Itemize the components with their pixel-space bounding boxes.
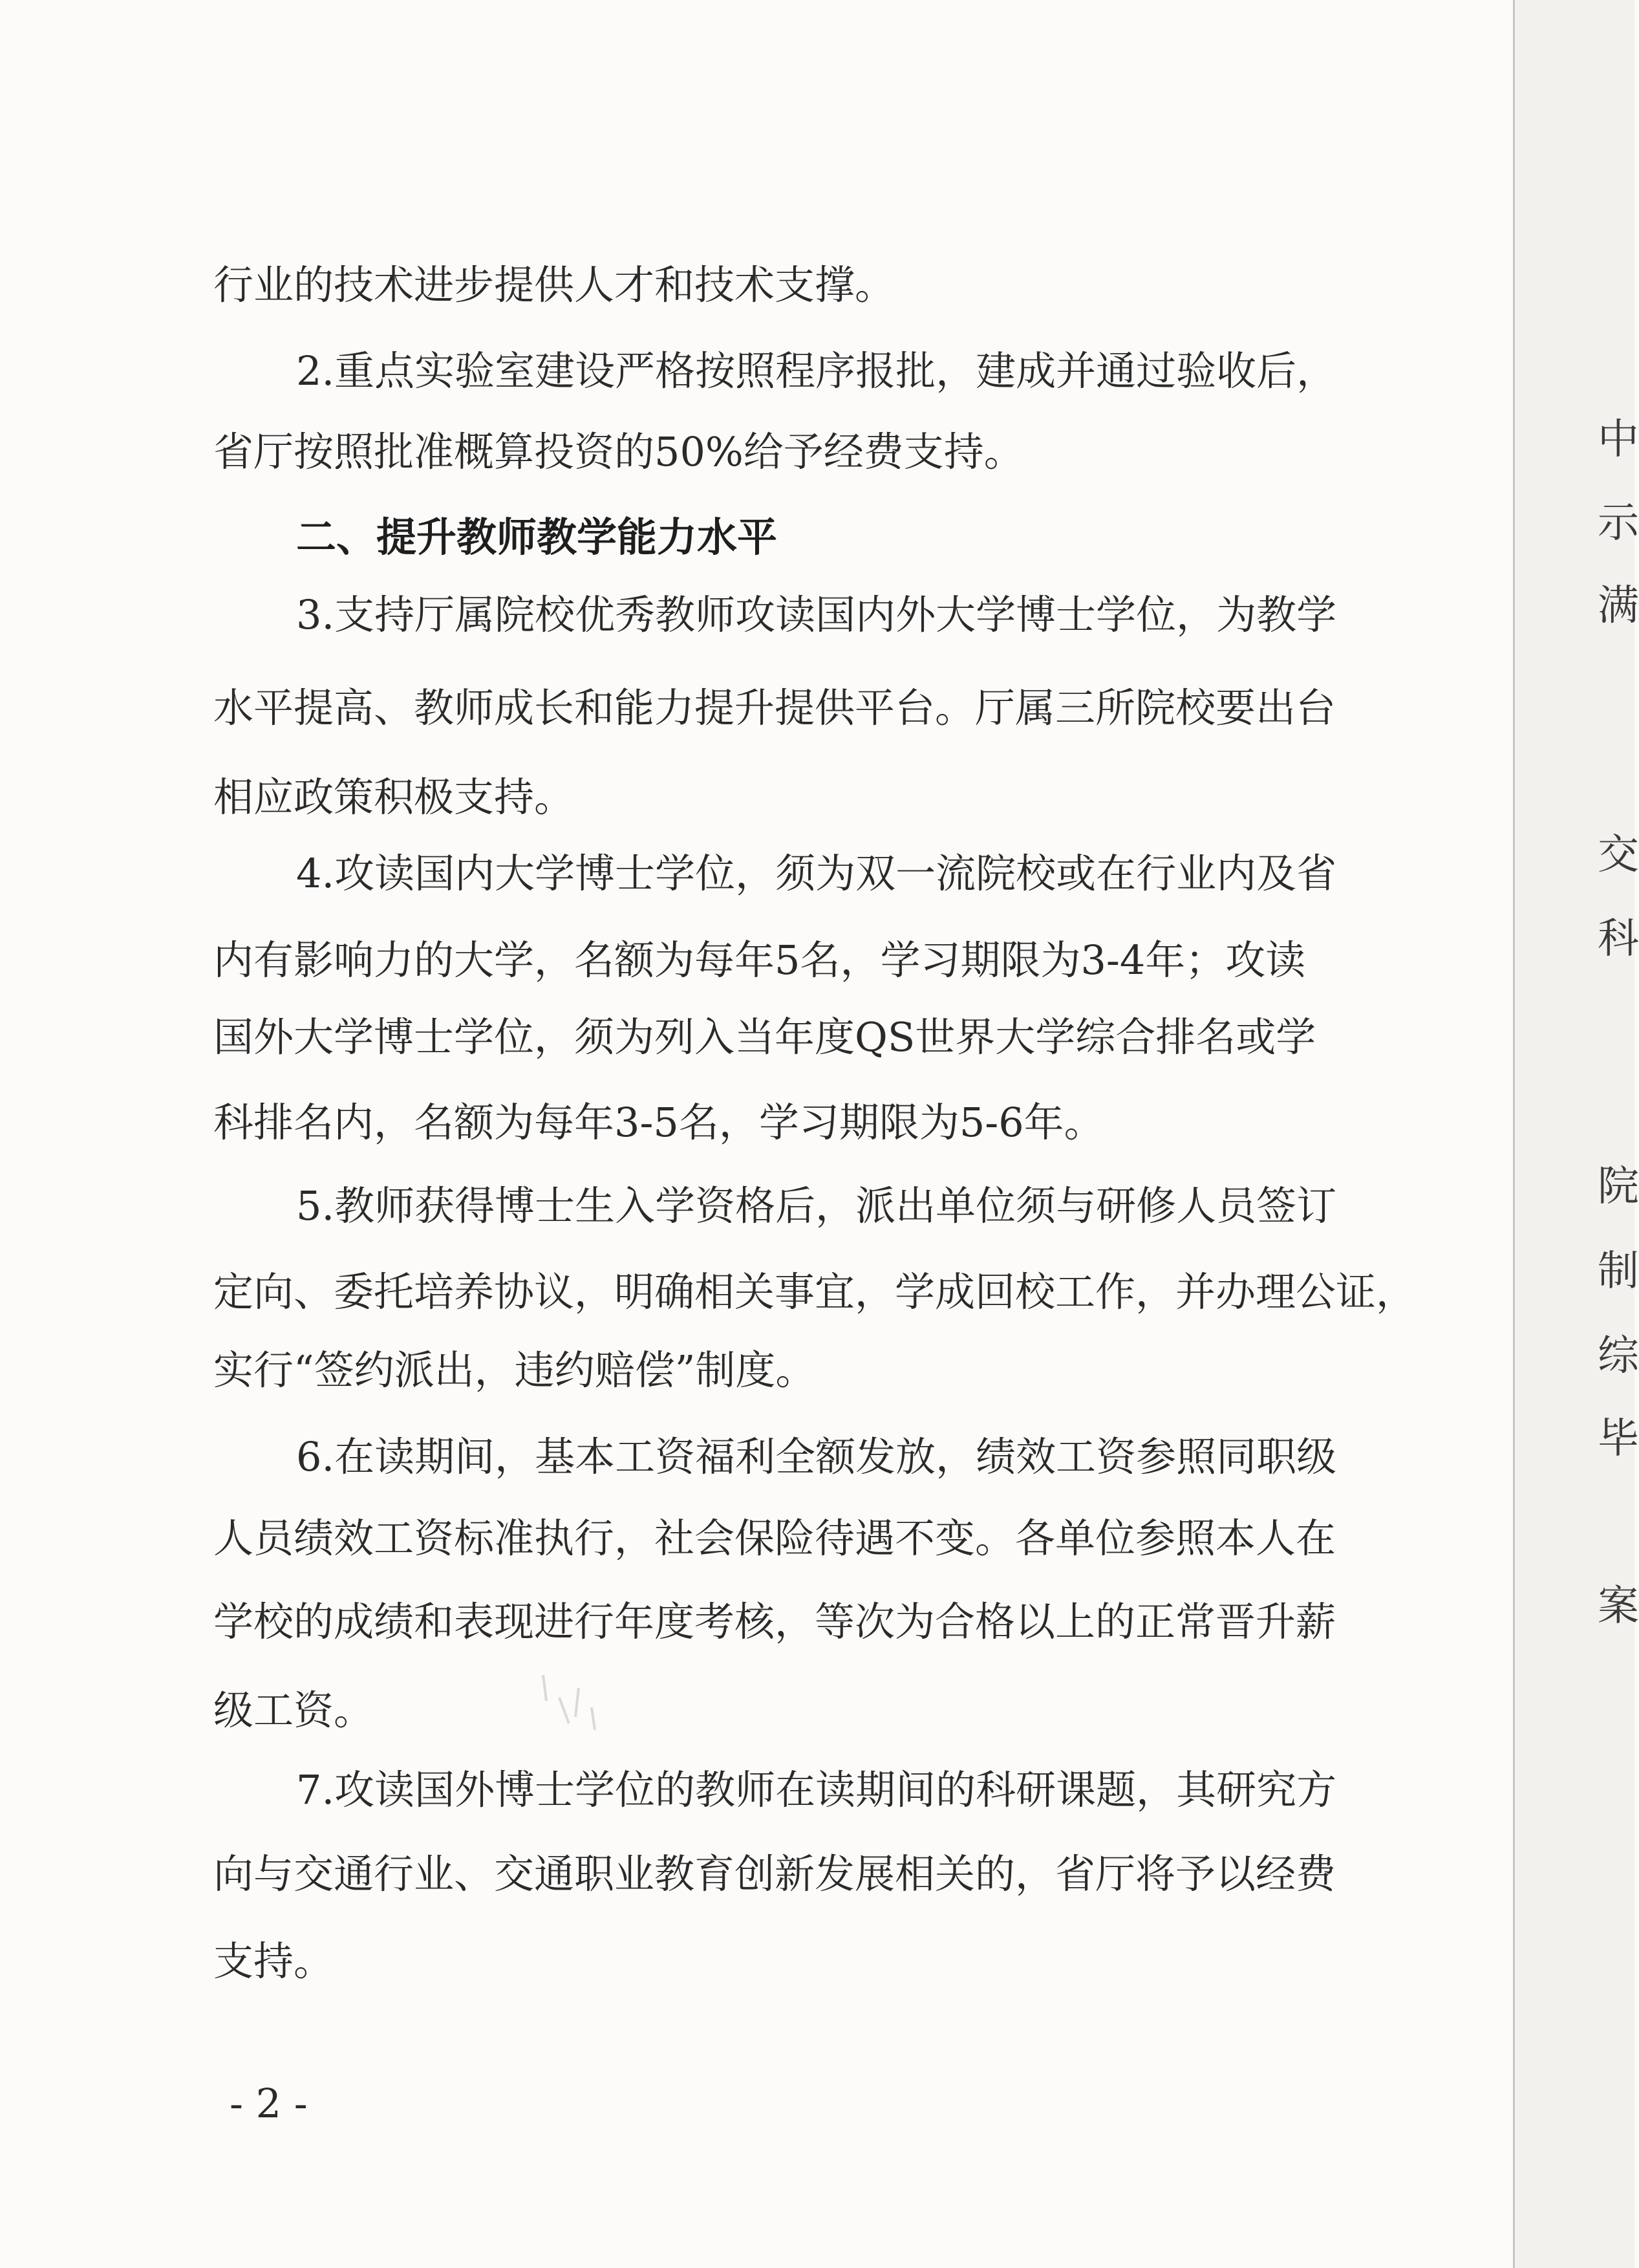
section-heading: 二、提升教师教学能力水平 bbox=[296, 513, 778, 561]
body-line: 行业的技术进步提供人才和技术支撑。 bbox=[213, 261, 895, 308]
scan-mark-icon bbox=[530, 1662, 614, 1746]
body-line: 学校的成绩和表现进行年度考核，等次为合格以上的正常晋升薪 bbox=[213, 1598, 1336, 1645]
body-line: 5.教师获得博士生入学资格后，派出单位须与研修人员签订 bbox=[296, 1182, 1337, 1229]
adjacent-page-edge bbox=[1513, 0, 1639, 2268]
margin-char: 满 bbox=[1598, 582, 1639, 630]
body-line: 国外大学博士学位，须为列入当年度QS世界大学综合排名或学 bbox=[213, 1013, 1316, 1061]
margin-char: 中 bbox=[1598, 416, 1639, 464]
body-line: 支持。 bbox=[213, 1938, 334, 1985]
body-line: 定向、委托培养协议，明确相关事宜，学成回校工作，并办理公证， bbox=[213, 1268, 1417, 1315]
body-line: 水平提高、教师成长和能力提升提供平台。厅属三所院校要出台 bbox=[213, 684, 1336, 731]
margin-char: 院 bbox=[1598, 1163, 1639, 1211]
body-line: 向与交通行业、交通职业教育创新发展相关的，省厅将予以经费 bbox=[213, 1850, 1336, 1897]
body-line: 7.攻读国外博士学位的教师在读期间的科研课题，其研究方 bbox=[296, 1766, 1337, 1813]
body-line: 内有影响力的大学，名额为每年5名，学习期限为3-4年；攻读 bbox=[213, 936, 1306, 984]
body-line: 级工资。 bbox=[213, 1687, 374, 1734]
margin-char: 案 bbox=[1598, 1582, 1639, 1630]
body-line: 科排名内，名额为每年3-5名，学习期限为5-6年。 bbox=[213, 1099, 1104, 1146]
margin-char: 科 bbox=[1598, 915, 1639, 963]
body-line: 6.在读期间，基本工资福利全额发放，绩效工资参照同职级 bbox=[296, 1433, 1337, 1480]
margin-char: 综 bbox=[1598, 1332, 1639, 1380]
body-line: 4.攻读国内大学博士学位，须为双一流院校或在行业内及省 bbox=[296, 850, 1337, 897]
margin-char: 交 bbox=[1598, 831, 1639, 879]
body-line: 省厅按照批准概算投资的50%给予经费支持。 bbox=[213, 428, 1024, 475]
body-line: 3.支持厅属院校优秀教师攻读国内外大学博士学位，为教学 bbox=[296, 591, 1337, 638]
body-line: 相应政策积极支持。 bbox=[213, 773, 575, 821]
margin-char: 示 bbox=[1598, 499, 1639, 547]
margin-char: 制 bbox=[1598, 1247, 1639, 1295]
margin-char: 毕 bbox=[1598, 1415, 1639, 1463]
body-line: 人员绩效工资标准执行，社会保险待遇不变。各单位参照本人在 bbox=[213, 1515, 1336, 1562]
body-line: 实行“签约派出，违约赔偿”制度。 bbox=[213, 1346, 816, 1394]
page-number: - 2 - bbox=[230, 2080, 308, 2127]
body-line: 2.重点实验室建设严格按照程序报批，建成并通过验收后， bbox=[296, 347, 1337, 394]
